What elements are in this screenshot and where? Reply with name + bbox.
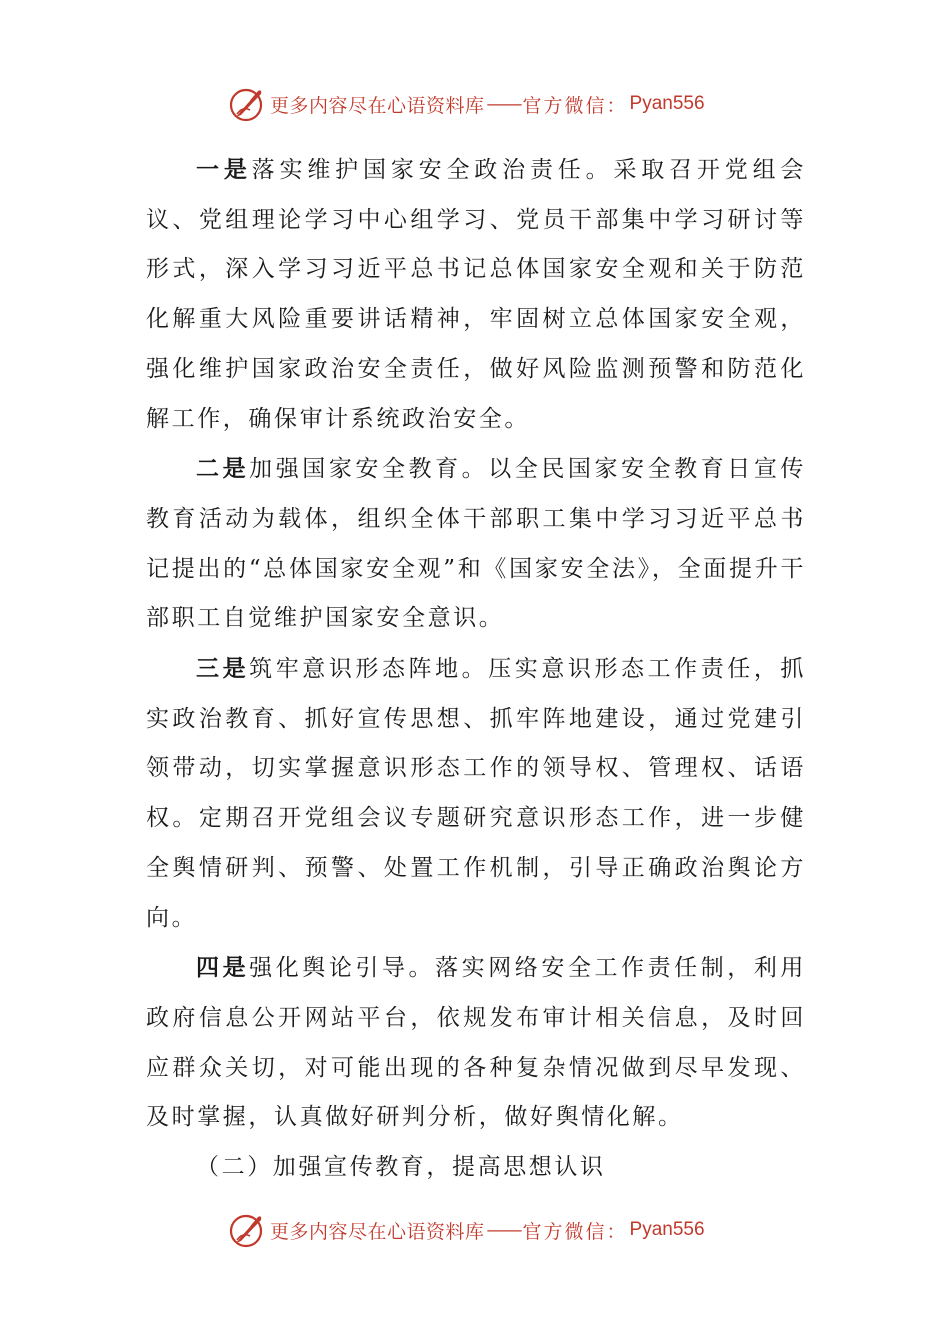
paragraph-2-lead: 二是 <box>196 455 250 483</box>
watermark-wechat-id: Pyan556 <box>629 93 705 114</box>
watermark-dash: —— <box>486 1219 521 1241</box>
paragraph-2 <box>146 444 806 644</box>
watermark-banner-top <box>228 84 705 124</box>
paragraph-4 <box>146 943 806 1143</box>
paragraph-3-text: 筑牢意识形态阵地。压实意识形态工作责任，抓实政治教育、抓好宣传思想、抓牢阵地建设，通过党建引领带动，切实掌握意识形态工作的领导权、管理权、话语权。定期召开党组会议专题研究意识形态工作，进一步健全舆情研判、预警、处置工作机制，引导正确政治舆论方向。 <box>146 656 807 931</box>
quill-logo-icon <box>228 84 268 124</box>
paragraph-4-text: 强化舆论引导。落实网络安全工作责任制，利用政府信息公开网站平台，依规发布审计相关信息，及时回应群众关切，对可能出现的各种复杂情况做到尽早发现、及时掌握，认真做好研判分析，做好舆情化解。 <box>146 955 807 1131</box>
paragraph-2-text: 加强国家安全教育。以全民国家安全教育日宣传教育活动为载体，组织全体干部职工集中学习习近平总书记提出的“总体国家安全观”和《国家安全法》，全面提升干部职工自觉维护国家安全意识。 <box>146 456 807 632</box>
watermark-banner-bottom <box>228 1210 705 1250</box>
watermark-main-text: 更多内容尽在心语资料库 <box>270 94 485 117</box>
section-heading: （二）加强宣传教育，提高思想认识 <box>196 1154 606 1181</box>
watermark-main-text: 更多内容尽在心语资料库 <box>270 1220 485 1243</box>
paragraph-3-lead: 三是 <box>196 655 250 683</box>
paragraph-1-lead: 一是 <box>196 156 252 183</box>
quill-logo-icon <box>228 1210 268 1250</box>
paragraph-1 <box>146 145 806 444</box>
watermark-sub-text: 官方微信： <box>522 1220 628 1243</box>
watermark-wechat-id: Pyan556 <box>629 1219 705 1240</box>
paragraph-3 <box>146 644 806 943</box>
document-body <box>146 145 806 1193</box>
paragraph-4-lead: 四是 <box>196 954 250 982</box>
watermark-sub-text: 官方微信： <box>522 94 628 117</box>
paragraph-1-text: 落实维护国家安全政治责任。采取召开党组会议、党组理论学习中心组学习、党员干部集中学习研讨等形式，深入学习习近平总书记总体国家安全观和关于防范化解重大风险重要讲话精神，牢固树立总体国家安全观，强化维护国家政治安全责任，做好风险监测预警和防范化解工作，确保审计系统政治安全。 <box>146 157 807 432</box>
watermark-dash: —— <box>486 93 521 115</box>
